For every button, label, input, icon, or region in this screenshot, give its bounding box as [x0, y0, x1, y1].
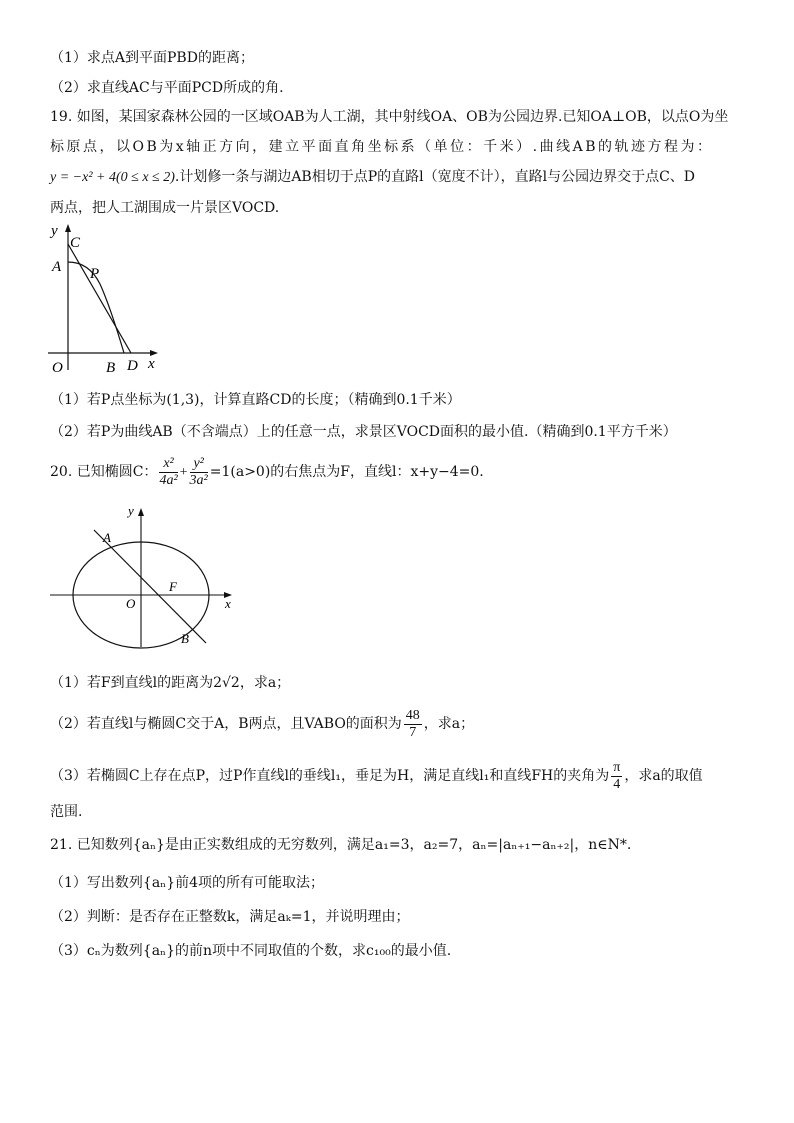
q19-label-c: C	[70, 235, 81, 251]
q20-stem	[50, 452, 484, 492]
q20-plus: +	[179, 465, 188, 480]
q20-y-arrow	[138, 508, 144, 516]
q19-line-cd	[68, 244, 131, 353]
q19-curve-equation: y = −x² + 4(0 ≤ x ≤ 2)	[50, 170, 175, 185]
q19-stem-line3	[50, 167, 695, 188]
q21-part3: （3）cₙ为数列{aₙ}的前n项中不同取值的个数，求c₁₀₀的最小值.	[50, 943, 452, 959]
q20-part1: （1）若F到直线l的距离为2√2，求a；	[50, 675, 291, 691]
q19-label-a: A	[52, 259, 62, 275]
q20-ellipse-frac-x: $\frac{\text{x²}}{\text{4a²}}$	[159, 455, 178, 488]
q19-label-o: O	[52, 360, 63, 376]
q20-part2-prefix: （2）若直线l与椭圆C交于A，B两点，且VABO的面积为	[50, 716, 402, 732]
q20-label-a: A	[103, 530, 111, 545]
q20-part3	[50, 756, 703, 796]
q20-label-x: x	[225, 596, 231, 611]
q20-figure	[48, 502, 243, 652]
q20-stem-prefix: 20. 已知椭圆C：	[50, 464, 158, 480]
q19-label-p: P	[90, 266, 100, 282]
q19-part2: （2）若P为曲线AB（不含端点）上的任意一点，求景区VOCD面积的最小值.（精确到0.1平方千米）	[50, 424, 677, 440]
q20-label-o: O	[126, 596, 136, 611]
q20-label-f: F	[169, 579, 177, 594]
q21-part2: （2）判断：是否存在正整数k，满足aₖ=1，并说明理由；	[50, 909, 410, 925]
q20-part2-frac: $\frac{48}{7}$	[405, 707, 420, 740]
q20-part3-suffix: ，求a的取值	[624, 768, 703, 784]
q19-label-d: D	[127, 358, 138, 374]
q19-stem-line1: 19. 如图，某国家森林公园的一区域OAB为人工湖，其中射线OA、OB为公园边界.已知OA⊥OB，以点O为坐	[50, 109, 729, 125]
q20-label-b: B	[181, 631, 189, 646]
q19-label-x: x	[148, 356, 155, 372]
q19-figure	[44, 222, 174, 377]
q20-part3-frac: $\frac{\pi}{4}$	[613, 759, 621, 792]
q20-part2-suffix: ，求a；	[423, 716, 475, 732]
q20-part2	[50, 704, 474, 744]
q19-stem-line3-text: .计划修一条与湖边AB相切于点P的直路l（宽度不计），直路l与公园边界交于点C、D	[174, 169, 696, 185]
q20-stem-suffix: =1(a>0)的右焦点为F，直线l：x+y−4=0.	[209, 464, 484, 480]
q19-stem-line4: 两点，把人工湖围成一片景区VOCD.	[50, 200, 280, 216]
q20-part3-tail: 范围.	[50, 804, 83, 820]
q19-stem-line2: 标原点，以OB为x轴正方向，建立平面直角坐标系（单位：千米）.曲线AB的轨迹方程为：	[50, 139, 714, 155]
q20-line-l	[94, 530, 206, 643]
q19-y-arrow	[65, 224, 71, 232]
q20-part3-prefix: （3）若椭圆C上存在点P，过P作直线l的垂线l₁，垂足为H，满足直线l₁和直线FH的夹角为	[50, 768, 610, 784]
q19-part1: （1）若P点坐标为(1,3)，计算直路CD的长度；（精确到0.1千米）	[50, 392, 461, 408]
q20-label-y: y	[128, 503, 134, 518]
q19-label-y: y	[51, 223, 58, 239]
q21-stem: 21. 已知数列{aₙ}是由正实数组成的无穷数列，满足a₁=3，a₂=7，aₙ=|aₙ₊₁−aₙ₊₂|，n∈N*.	[50, 837, 632, 853]
q21-part1: （1）写出数列{aₙ}前4项的所有可能取法；	[50, 875, 325, 891]
q20-ellipse-frac-y: $\frac{\text{y²}}{\text{3a²}}$	[189, 455, 208, 488]
q19-label-b: B	[106, 360, 116, 376]
q18-part2: （2）求直线AC与平面PCD所成的角.	[50, 80, 284, 96]
q18-part1: （1）求点A到平面PBD的距离；	[50, 50, 254, 66]
